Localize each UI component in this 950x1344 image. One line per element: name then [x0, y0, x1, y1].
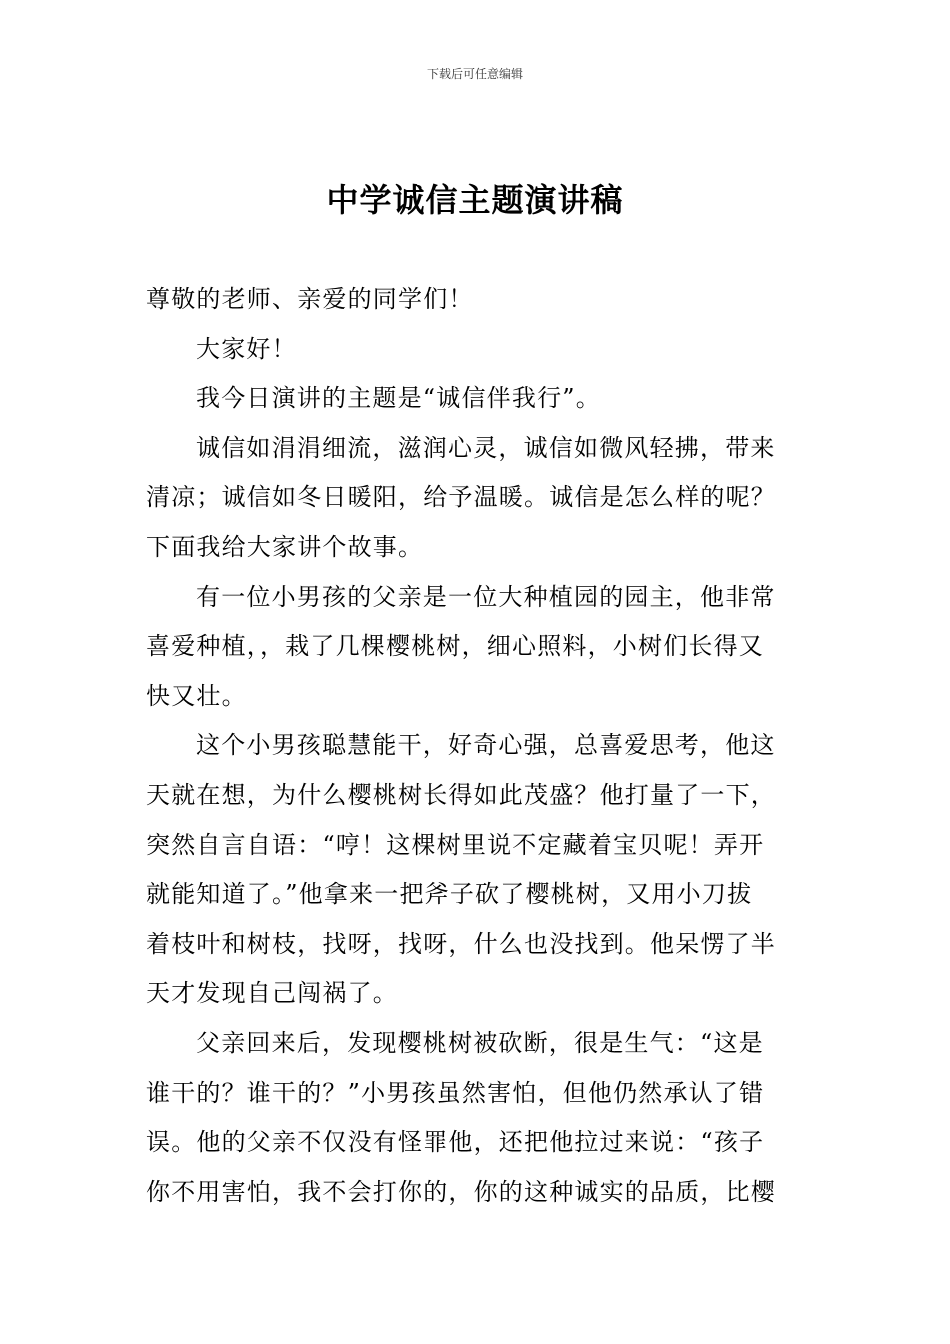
greeting-paragraph	[146, 325, 808, 375]
text-line: 你不用害怕，我不会打你的，你的这种诚实的品质，比樱	[146, 1177, 776, 1206]
text-line: 天才发现自己闯祸了。	[146, 979, 398, 1008]
text-line: 父亲回来后，发现樱桃树被砍断，很是生气：“这是	[196, 1028, 764, 1057]
text-line: 这个小男孩聪慧能干，好奇心强，总喜爱思考，他这	[196, 731, 776, 760]
text-line: 诚信如涓涓细流，滋润心灵，诚信如微风轻拂，带来	[196, 433, 776, 462]
intro-paragraph	[146, 424, 808, 573]
topic-paragraph	[146, 374, 808, 424]
text-line: 我今日演讲的主题是“诚信伴我行”。	[196, 384, 601, 413]
text-line: 喜爱种植，，栽了几棵樱桃树，细心照料，小树们长得又	[146, 632, 764, 661]
speech-body	[146, 275, 808, 1217]
text-line: 下面我给大家讲个故事。	[146, 532, 424, 561]
text-line: 突然自言自语：“哼！这棵树里说不定藏着宝贝呢！弄开	[146, 830, 765, 859]
text-line: 尊敬的老师、亲爱的同学们！	[146, 285, 474, 313]
text-line: 就能知道了。”他拿来一把斧子砍了樱桃树，又用小刀拔	[146, 880, 753, 909]
text-line: 快又壮。	[146, 681, 247, 710]
text-line: 谁干的？谁干的？”小男孩虽然害怕，但他仍然承认了错	[146, 1078, 765, 1107]
salutation-paragraph	[146, 275, 808, 325]
document-title: 中学诚信主题演讲稿	[326, 181, 624, 219]
text-line: 着枝叶和树枝，找呀，找呀，什么也没找到。他呆愣了半	[146, 929, 776, 958]
story-paragraph-1	[146, 573, 808, 722]
text-line: 清凉；诚信如冬日暖阳，给予温暖。诚信是怎么样的呢？	[146, 483, 776, 512]
story-paragraph-3	[146, 1019, 808, 1217]
text-line: 大家好！	[196, 334, 297, 363]
text-line: 天就在想，为什么樱桃树长得如此茂盛？他打量了一下，	[146, 780, 776, 809]
text-line: 误。他的父亲不仅没有怪罪他，还把他拉过来说：“孩子	[146, 1128, 765, 1157]
header-note: 下载后可任意编辑	[426, 67, 523, 81]
text-line: 有一位小男孩的父亲是一位大种植园的园主，他非常	[196, 582, 776, 611]
story-paragraph-2	[146, 721, 808, 1019]
